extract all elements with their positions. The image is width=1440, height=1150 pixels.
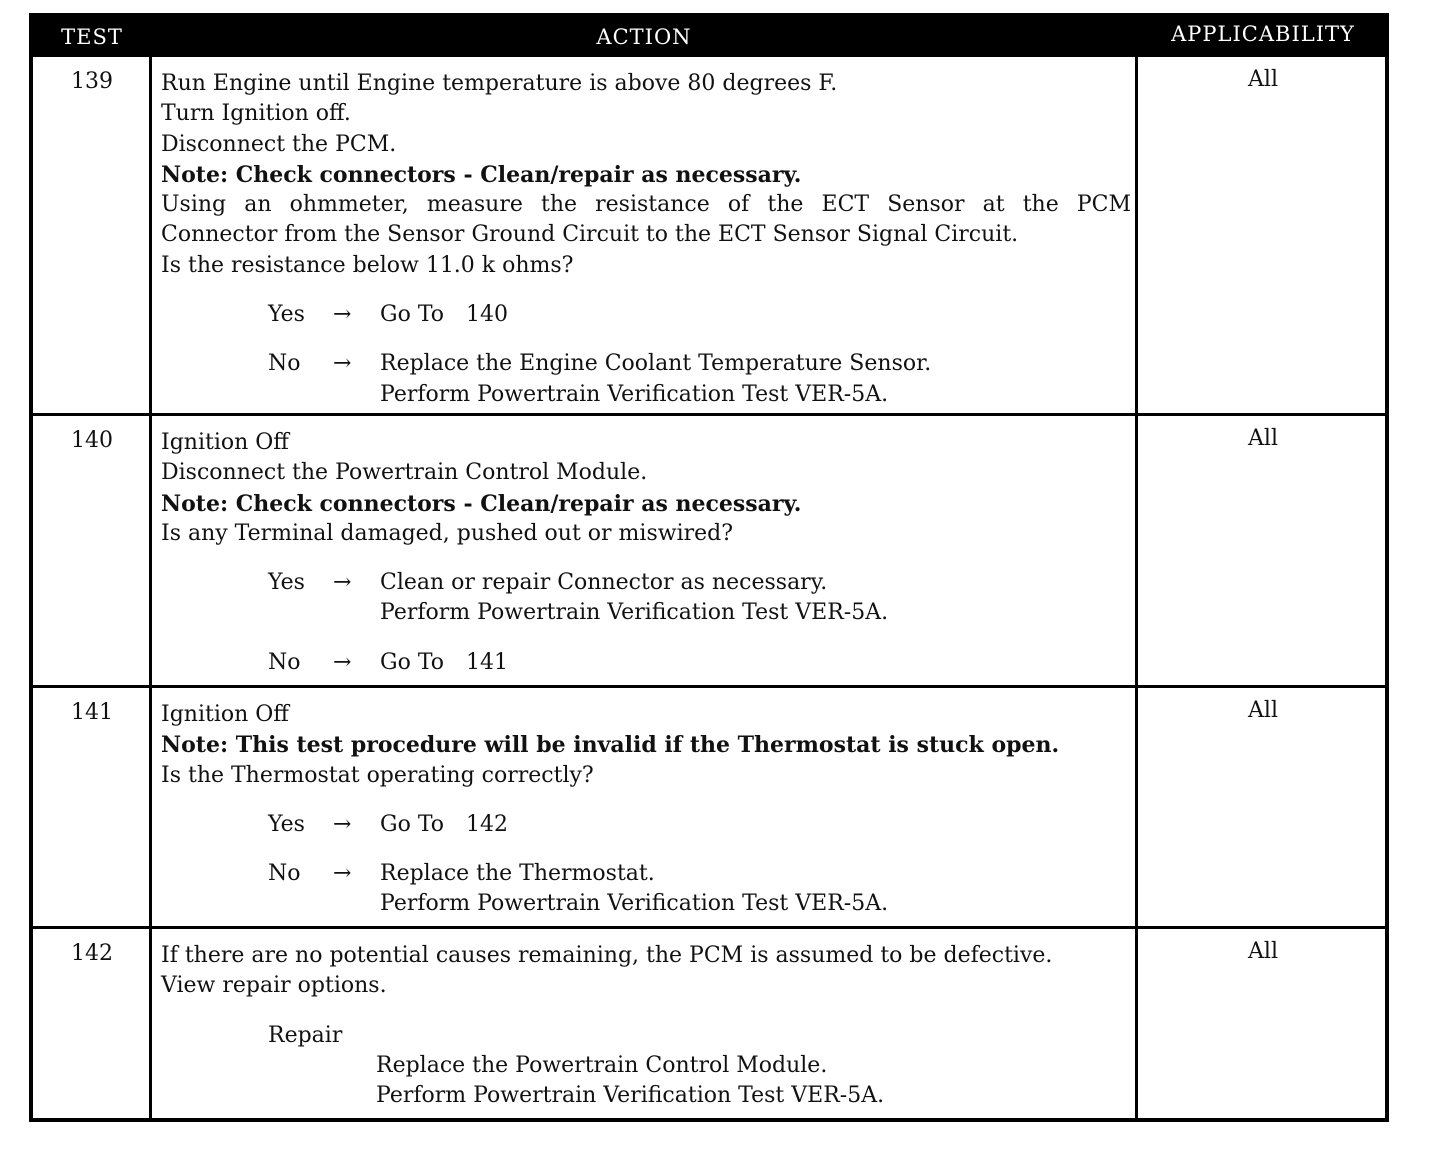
yes-label: Yes (268, 302, 305, 328)
no-result-continued: Perform Powertrain Verification Test VER-5A. (380, 381, 889, 407)
question-line: Is any Terminal damaged, pushed out or miswired? (161, 520, 734, 546)
action-cell (161, 69, 1131, 410)
header-action: ACTION (596, 25, 692, 49)
arrow-right-icon: → (333, 351, 352, 377)
action-line: Disconnect the Powertrain Control Module. (161, 460, 648, 486)
action-line: Ignition Off (161, 702, 289, 727)
table-row-142 (33, 929, 1385, 1119)
applicability-cell: All (1248, 426, 1278, 451)
table-header (33, 17, 1385, 57)
no-result: Replace the Engine Coolant Temperature Sensor. (380, 351, 932, 377)
action-line: Turn Ignition off. (161, 101, 351, 127)
no-option (161, 349, 1131, 379)
note-line: Note: Check connectors - Clean/repair as necessary. (161, 161, 802, 188)
yes-result-continued: Perform Powertrain Verification Test VER-5A. (380, 600, 889, 626)
action-cell (161, 428, 1131, 678)
header-test: TEST (61, 25, 123, 49)
no-label: No (268, 861, 301, 887)
action-line: Disconnect the PCM. (161, 131, 397, 157)
goto-number: 140 (466, 302, 509, 328)
action-line: Using an ohmmeter, measure the resistance of the ECT Sensor at the PCM (161, 192, 1131, 218)
diagnostic-table (29, 13, 1389, 1122)
repair-label: Repair (268, 1022, 343, 1048)
note-line: Note: Check connectors - Clean/repair as necessary. (161, 490, 802, 517)
repair-line: Replace the Powertrain Control Module. (376, 1052, 828, 1078)
goto-number: 141 (466, 649, 509, 675)
yes-option (161, 568, 1131, 598)
action-line: Ignition Off (161, 430, 289, 455)
table-row-140 (33, 416, 1385, 685)
action-line: Connector from the Sensor Ground Circuit to the ECT Sensor Signal Circuit. (161, 222, 1019, 248)
test-number: 141 (71, 700, 113, 725)
question-line: Is the resistance below 11.0 k ohms? (161, 252, 574, 278)
action-cell (161, 941, 1131, 1111)
arrow-right-icon: → (333, 302, 352, 328)
yes-label: Yes (268, 570, 305, 596)
test-number: 142 (71, 941, 113, 966)
applicability-cell: All (1248, 698, 1278, 723)
table-row-141 (33, 688, 1385, 926)
no-option (161, 648, 1131, 678)
repair-line: Perform Powertrain Verification Test VER-5A. (376, 1083, 885, 1109)
arrow-right-icon: → (333, 570, 352, 596)
action-line: If there are no potential causes remaining, the PCM is assumed to be defective. (161, 943, 1053, 968)
question-line: Is the Thermostat operating correctly? (161, 762, 594, 788)
table-row-139 (33, 57, 1385, 413)
no-label: No (268, 649, 301, 675)
test-number: 139 (71, 69, 113, 94)
no-option (161, 859, 1131, 889)
applicability-cell: All (1248, 67, 1278, 92)
no-result-continued: Perform Powertrain Verification Test VER-5A. (380, 891, 889, 917)
applicability-cell: All (1248, 939, 1278, 964)
arrow-right-icon: → (333, 811, 352, 837)
no-result: Replace the Thermostat. (380, 861, 655, 887)
arrow-right-icon: → (333, 649, 352, 675)
yes-result: Go To 142 (380, 811, 509, 837)
yes-option (161, 810, 1131, 840)
yes-result: Clean or repair Connector as necessary. (380, 570, 828, 596)
arrow-right-icon: → (333, 861, 352, 887)
test-number: 140 (71, 428, 113, 453)
yes-label: Yes (268, 811, 305, 837)
yes-result: Go To 140 (380, 302, 509, 328)
no-result: Go To 141 (380, 649, 509, 675)
no-label: No (268, 351, 301, 377)
action-cell (161, 700, 1131, 920)
header-applicability: APPLICABILITY (1171, 22, 1355, 46)
note-line: Note: This test procedure will be invalid if the Thermostat is stuck open. (161, 732, 1060, 759)
action-line: View repair options. (161, 973, 387, 999)
goto-number: 142 (466, 811, 509, 837)
yes-option (161, 300, 1131, 330)
action-line: Run Engine until Engine temperature is above 80 degrees F. (161, 71, 838, 96)
